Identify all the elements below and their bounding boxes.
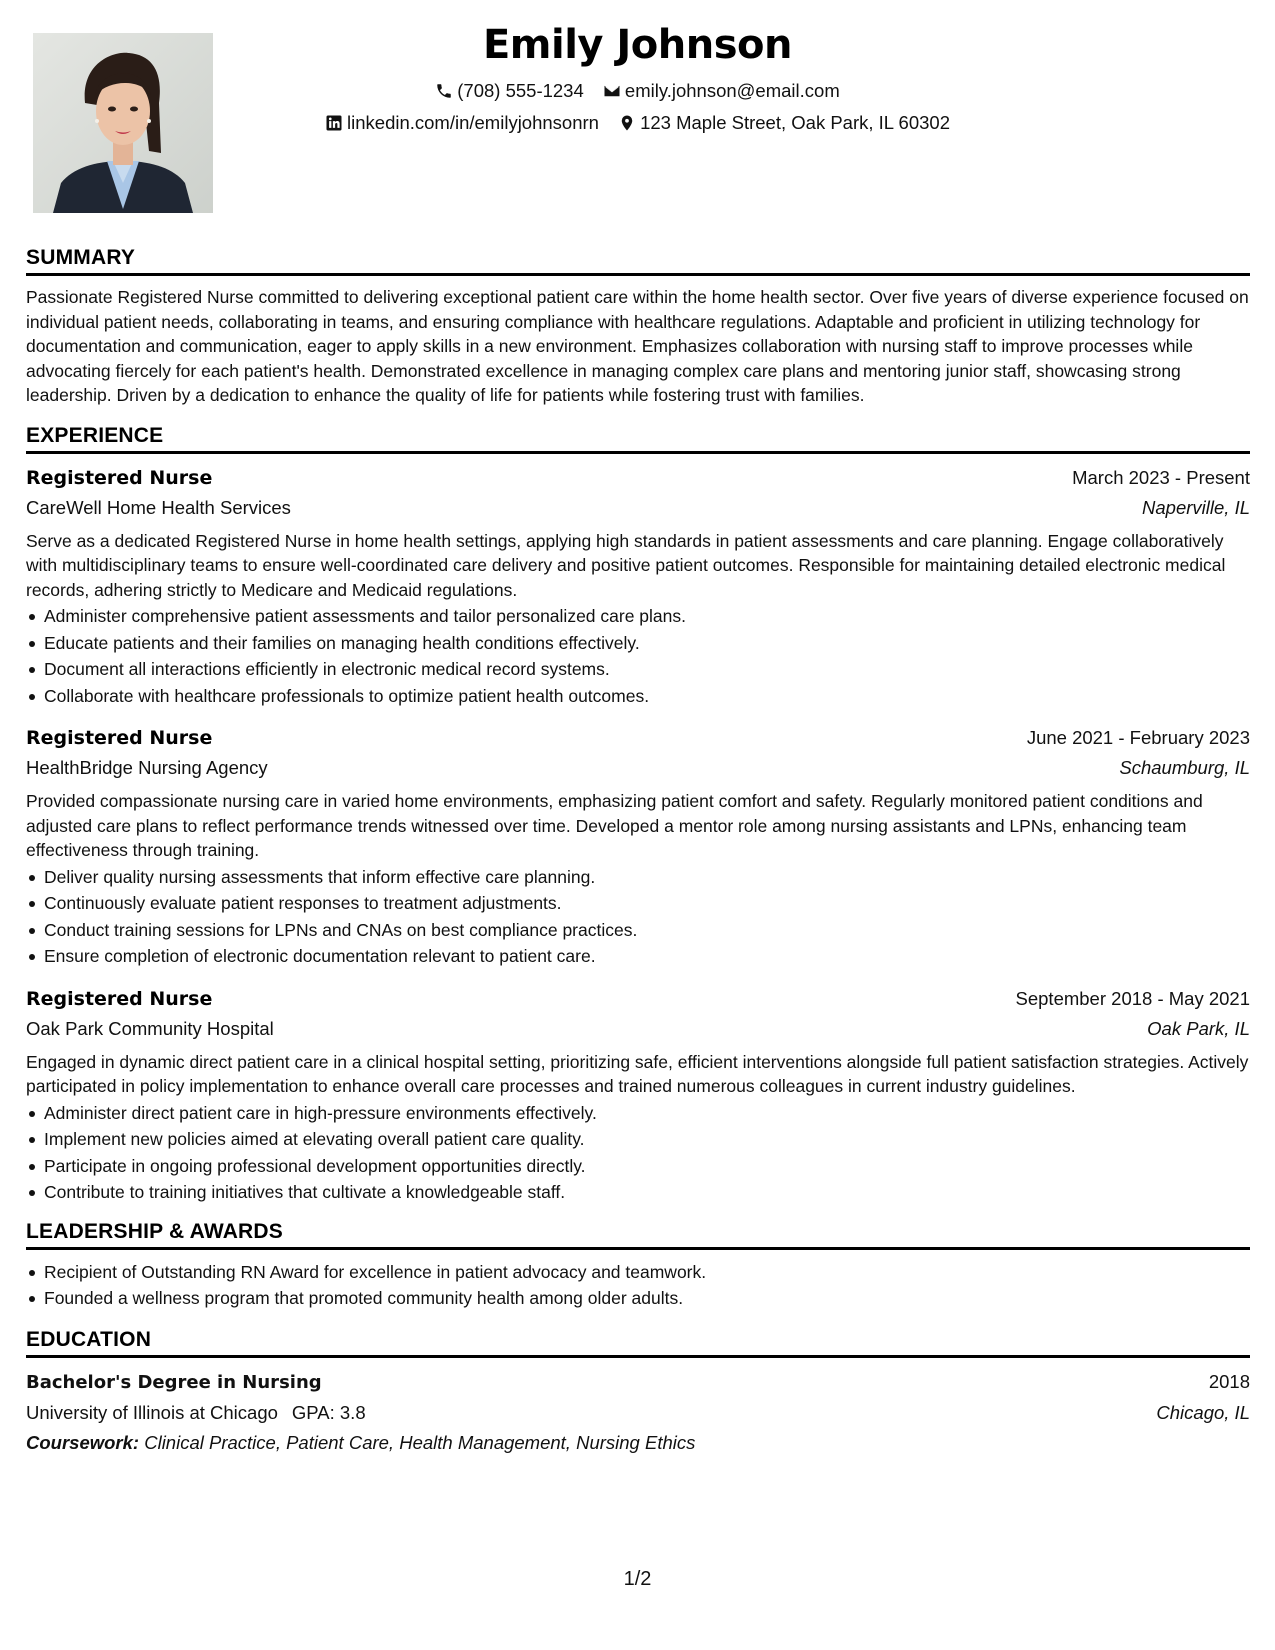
email-text: emily.johnson@email.com	[624, 80, 840, 101]
resume-body	[26, 246, 1250, 1474]
job-dates: March 2023 - Present	[1072, 466, 1250, 488]
experience-heading: EXPERIENCE	[26, 424, 1250, 454]
linkedin-icon	[325, 114, 343, 132]
education-year: 2018	[1208, 1370, 1250, 1392]
contact-row-2	[0, 112, 1275, 137]
list-item: Recipient of Outstanding RN Award for excellence in patient advocacy and teamwork.	[26, 1259, 1250, 1286]
job-title: Registered Nurse	[26, 727, 213, 749]
summary-text: Passionate Registered Nurse committed to delivering exceptional patient care within the home health sector. Over five years of diverse experience focused on individual patient needs, collaborating in teams, and ensuring compliance with healthcare regulations. Adaptable and proficient in utilizing technology for documentation and communication, eager to apply skills in a new environment. Emphasizes collaboration with nursing staff to improve processes while advocating fiercely for each patient's health. Demonstrated excellence in managing complex care plans and mentoring junior staff, showcasing strong leadership. Driven by a dedication to enhance the quality of life for patients while fostering trust with families.	[26, 287, 1249, 405]
linkedin-text: linkedin.com/in/emilyjohnsonrn	[347, 112, 599, 133]
list-item: Participate in ongoing professional development opportunities directly.	[26, 1153, 1250, 1180]
job-organization: Oak Park Community Hospital	[26, 1017, 274, 1039]
job-title: Registered Nurse	[26, 987, 213, 1010]
summary-section	[26, 246, 1250, 408]
phone-icon	[435, 82, 453, 100]
leadership-heading: LEADERSHIP & AWARDS	[26, 1220, 1250, 1250]
candidate-name: Emily Johnson	[482, 22, 792, 68]
education-section	[26, 1328, 1250, 1458]
education-school-line	[26, 1398, 366, 1428]
job-organization: CareWell Home Health Services	[26, 496, 291, 518]
contact-address	[618, 112, 950, 134]
contact-linkedin[interactable]	[325, 112, 599, 134]
phone-text: (708) 555-1234	[457, 80, 584, 101]
job-entry	[26, 463, 1250, 710]
list-item: Document all interactions efficiently in electronic medical record systems.	[26, 656, 1250, 683]
job-organization: HealthBridge Nursing Agency	[26, 757, 268, 778]
education-school: University of Illinois at Chicago	[26, 1401, 278, 1423]
list-item: Administer direct patient care in high-pressure environments effectively.	[26, 1100, 1250, 1127]
job-dates: June 2021 - February 2023	[1026, 727, 1250, 748]
education-location: Chicago, IL	[1156, 1401, 1250, 1423]
list-item: Continuously evaluate patient responses to treatment adjustments.	[26, 890, 1250, 917]
summary-heading: SUMMARY	[26, 246, 1250, 276]
envelope-icon	[603, 82, 621, 100]
job-location: Naperville, IL	[1142, 496, 1250, 518]
list-item: Ensure completion of electronic documentation relevant to patient care.	[26, 943, 1250, 970]
job-title: Registered Nurse	[26, 466, 213, 489]
job-description: Provided compassionate nursing care in varied home environments, emphasizing patient comfort and safety. Regularly monitored patient conditions and adjusted care plans to reflect performance trends witnessed over time. Developed a mentor role among nursing assistants and LPNs, enhancing team effectiveness through training.	[26, 791, 1203, 860]
leadership-bullets	[26, 1259, 1250, 1312]
list-item: Educate patients and their families on managing health conditions effectively.	[26, 630, 1250, 657]
list-item: Conduct training sessions for LPNs and CNAs on best compliance practices.	[26, 917, 1250, 944]
job-entry	[26, 984, 1250, 1206]
list-item: Founded a wellness program that promoted community health among older adults.	[26, 1285, 1250, 1312]
education-coursework	[26, 1428, 1250, 1458]
job-description: Engaged in dynamic direct patient care in a clinical hospital setting, prioritizing safe, efficient interventions alongside full patient satisfaction strategies. Actively participated in policy implementation to enhance overall care processes and trained numerous colleagues in current industry guidelines.	[26, 1051, 1249, 1096]
job-location: Oak Park, IL	[1147, 1017, 1250, 1039]
job-bullets	[26, 603, 1250, 709]
list-item: Implement new policies aimed at elevating overall patient care quality.	[26, 1126, 1250, 1153]
experience-section	[26, 424, 1250, 1206]
contact-row-1	[0, 80, 1275, 105]
contact-email[interactable]	[603, 80, 840, 102]
job-location: Schaumburg, IL	[1119, 757, 1250, 778]
address-text: 123 Maple Street, Oak Park, IL 60302	[640, 112, 950, 133]
job-entry	[26, 723, 1250, 970]
education-degree: Bachelor's Degree in Nursing	[26, 1371, 322, 1393]
job-bullets	[26, 864, 1250, 970]
coursework-label: Coursework:	[26, 1431, 140, 1453]
leadership-section	[26, 1220, 1250, 1312]
job-bullets	[26, 1100, 1250, 1206]
coursework-list: Clinical Practice, Patient Care, Health Management, Nursing Ethics	[144, 1431, 696, 1453]
list-item: Administer comprehensive patient assessments and tailor personalized care plans.	[26, 603, 1250, 630]
list-item: Contribute to training initiatives that cultivate a knowledgeable staff.	[26, 1179, 1250, 1206]
page-number: 1/2	[623, 1568, 652, 1590]
education-gpa: GPA: 3.8	[291, 1401, 366, 1423]
list-item: Deliver quality nursing assessments that inform effective care planning.	[26, 864, 1250, 891]
job-description: Serve as a dedicated Registered Nurse in home health settings, applying high standards in patient assessments and care planning. Engage collaboratively with multidisciplinary teams to ensure well-coordinated care delivery and positive patient outcomes. Responsible for maintaining detailed electronic medical records, adhering strictly to Medicare and Medicaid regulations.	[26, 530, 1226, 600]
map-pin-icon	[618, 114, 636, 132]
contact-phone[interactable]	[435, 80, 584, 102]
education-heading: EDUCATION	[26, 1328, 1250, 1358]
list-item: Collaborate with healthcare professionals to optimize patient health outcomes.	[26, 683, 1250, 710]
job-dates: September 2018 - May 2021	[1015, 987, 1250, 1009]
